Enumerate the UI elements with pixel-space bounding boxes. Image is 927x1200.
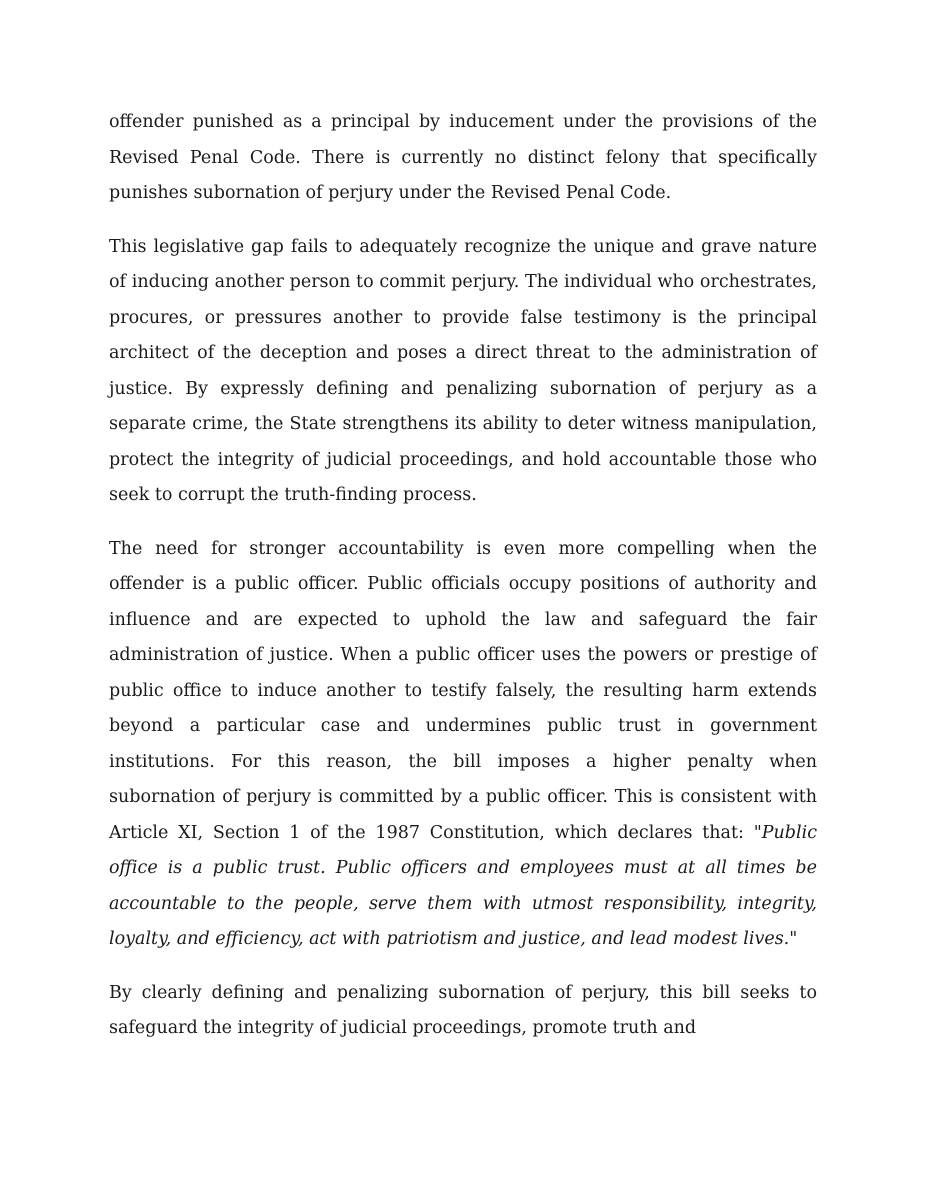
paragraph-2 bbox=[109, 230, 817, 514]
body-text bbox=[109, 105, 817, 1065]
paragraph-4 bbox=[109, 976, 817, 1047]
constitution-quote: "Public office is a public trust. Public officers and employees must at all times be accountable to the people, serve them with utmost responsibility, integrity, loyalty, and efficiency, act with patriotism and justice, and lead modest lives." bbox=[109, 822, 817, 949]
paragraph-3-text: The need for stronger accountability is even more compelling when the offender is a public officer. Public officials occupy positions of authority and influence and are expected to uphold the law and safeguard the fair administration of justice. When a public officer uses the powers or prestige of public office to induce another to testify falsely, the resulting harm extends beyond a particular case and undermines public trust in government institutions. For this reason, the bill imposes a higher penalty when subornation of perjury is committed by a public officer. This is consistent with Article XI, Section 1 of the 1987 Constitution, which declares that: bbox=[109, 538, 817, 843]
paragraph-2-text: This legislative gap fails to adequately recognize the unique and grave nature of inducing another person to commit perjury. The individual who orchestrates, procures, or pressures another to provide false testimony is the principal architect of the deception and poses a direct threat to the administration of justice. By expressly defining and penalizing subornation of perjury as a separate crime, the State strengthens its ability to deter witness manipulation, protect the integrity of judicial proceedings, and hold accountable those who seek to corrupt the truth-finding process. bbox=[109, 236, 817, 505]
paragraph-3 bbox=[109, 532, 817, 958]
paragraph-4-text: By clearly defining and penalizing subornation of perjury, this bill seeks to safeguard the integrity of judicial proceedings, promote truth and bbox=[109, 982, 817, 1038]
paragraph-1-text: offender punished as a principal by inducement under the provisions of the Revised Penal Code. There is currently no distinct felony that specifically punishes subornation of perjury under the Revised Penal Code. bbox=[109, 112, 817, 203]
paragraph-1 bbox=[109, 105, 817, 212]
